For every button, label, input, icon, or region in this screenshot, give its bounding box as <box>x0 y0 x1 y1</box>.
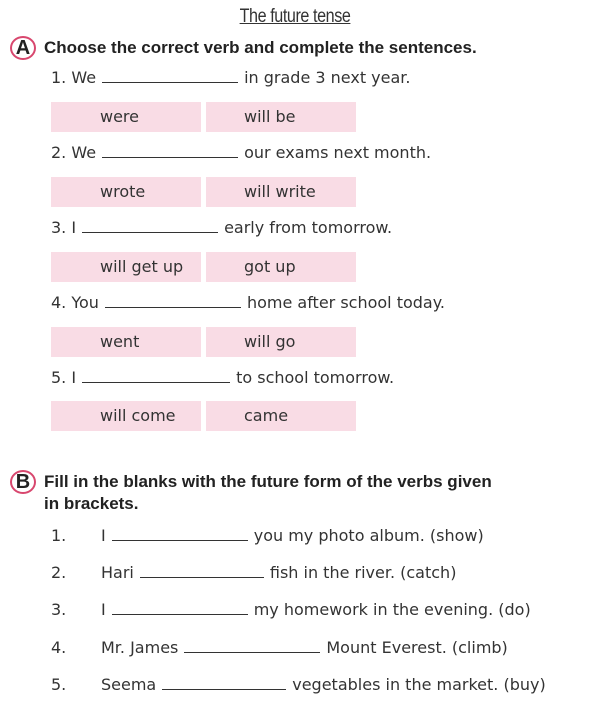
answer-blank[interactable] <box>82 218 218 233</box>
item-text: my homework in the evening. (do) <box>253 600 531 619</box>
answer-blank[interactable] <box>105 293 241 308</box>
item-5 <box>101 675 546 694</box>
answer-blank[interactable] <box>102 143 238 158</box>
section-b-header <box>10 470 492 515</box>
question-2 <box>51 143 431 162</box>
section-b-heading <box>44 471 492 515</box>
section-a-heading: Choose the correct verb and complete the sentences. <box>44 38 477 57</box>
answer-blank[interactable] <box>112 600 248 615</box>
answer-blank[interactable] <box>102 68 238 83</box>
answer-blank[interactable] <box>162 675 286 690</box>
question-4 <box>51 293 445 312</box>
question-5 <box>51 368 394 387</box>
question-number: 5. I <box>51 368 77 387</box>
answer-blank[interactable] <box>184 638 320 653</box>
item-subject: Seema <box>101 675 157 694</box>
option-2b[interactable]: will write <box>206 177 356 207</box>
option-3a[interactable]: will get up <box>51 252 201 282</box>
item-number: 1. <box>51 526 67 545</box>
question-text: early from tomorrow. <box>224 218 393 237</box>
question-text: to school tomorrow. <box>236 368 395 387</box>
option-1b[interactable]: will be <box>206 102 356 132</box>
option-5a[interactable]: will come <box>51 401 201 431</box>
option-5b[interactable]: came <box>206 401 356 431</box>
item-3 <box>101 600 531 619</box>
item-subject: I <box>101 600 106 619</box>
section-b-badge: B <box>10 470 36 494</box>
option-4a[interactable]: went <box>51 327 201 357</box>
item-number: 4. <box>51 638 67 657</box>
item-text: Mount Everest. (climb) <box>326 638 508 657</box>
section-a-header <box>10 36 477 60</box>
item-text: vegetables in the market. (buy) <box>292 675 546 694</box>
section-b-heading-line1: Fill in the blanks with the future form of the verbs given <box>44 472 492 491</box>
option-4b[interactable]: will go <box>206 327 356 357</box>
question-text: home after school today. <box>246 293 445 312</box>
question-1 <box>51 68 410 87</box>
answer-blank[interactable] <box>140 563 264 578</box>
section-a-badge: A <box>10 36 36 60</box>
answer-blank[interactable] <box>112 526 248 541</box>
option-1a[interactable]: were <box>51 102 201 132</box>
answer-blank[interactable] <box>82 368 230 383</box>
option-2a[interactable]: wrote <box>51 177 201 207</box>
question-number: 3. I <box>51 218 77 237</box>
question-number: 2. We <box>51 143 97 162</box>
item-number: 3. <box>51 600 67 619</box>
question-text: in grade 3 next year. <box>244 68 411 87</box>
item-4 <box>101 638 508 657</box>
item-1 <box>101 526 484 545</box>
item-subject: I <box>101 526 106 545</box>
section-b-heading-line2: in brackets. <box>44 494 139 513</box>
item-subject: Hari <box>101 563 134 582</box>
page-title: The future tense <box>239 6 351 27</box>
item-text: fish in the river. (catch) <box>269 563 457 582</box>
question-3 <box>51 218 392 237</box>
question-text: our exams next month. <box>244 143 432 162</box>
item-text: you my photo album. (show) <box>253 526 484 545</box>
option-3b[interactable]: got up <box>206 252 356 282</box>
item-subject: Mr. James <box>101 638 179 657</box>
item-number: 5. <box>51 675 67 694</box>
item-number: 2. <box>51 563 67 582</box>
question-number: 1. We <box>51 68 97 87</box>
item-2 <box>101 563 456 582</box>
question-number: 4. You <box>51 293 99 312</box>
